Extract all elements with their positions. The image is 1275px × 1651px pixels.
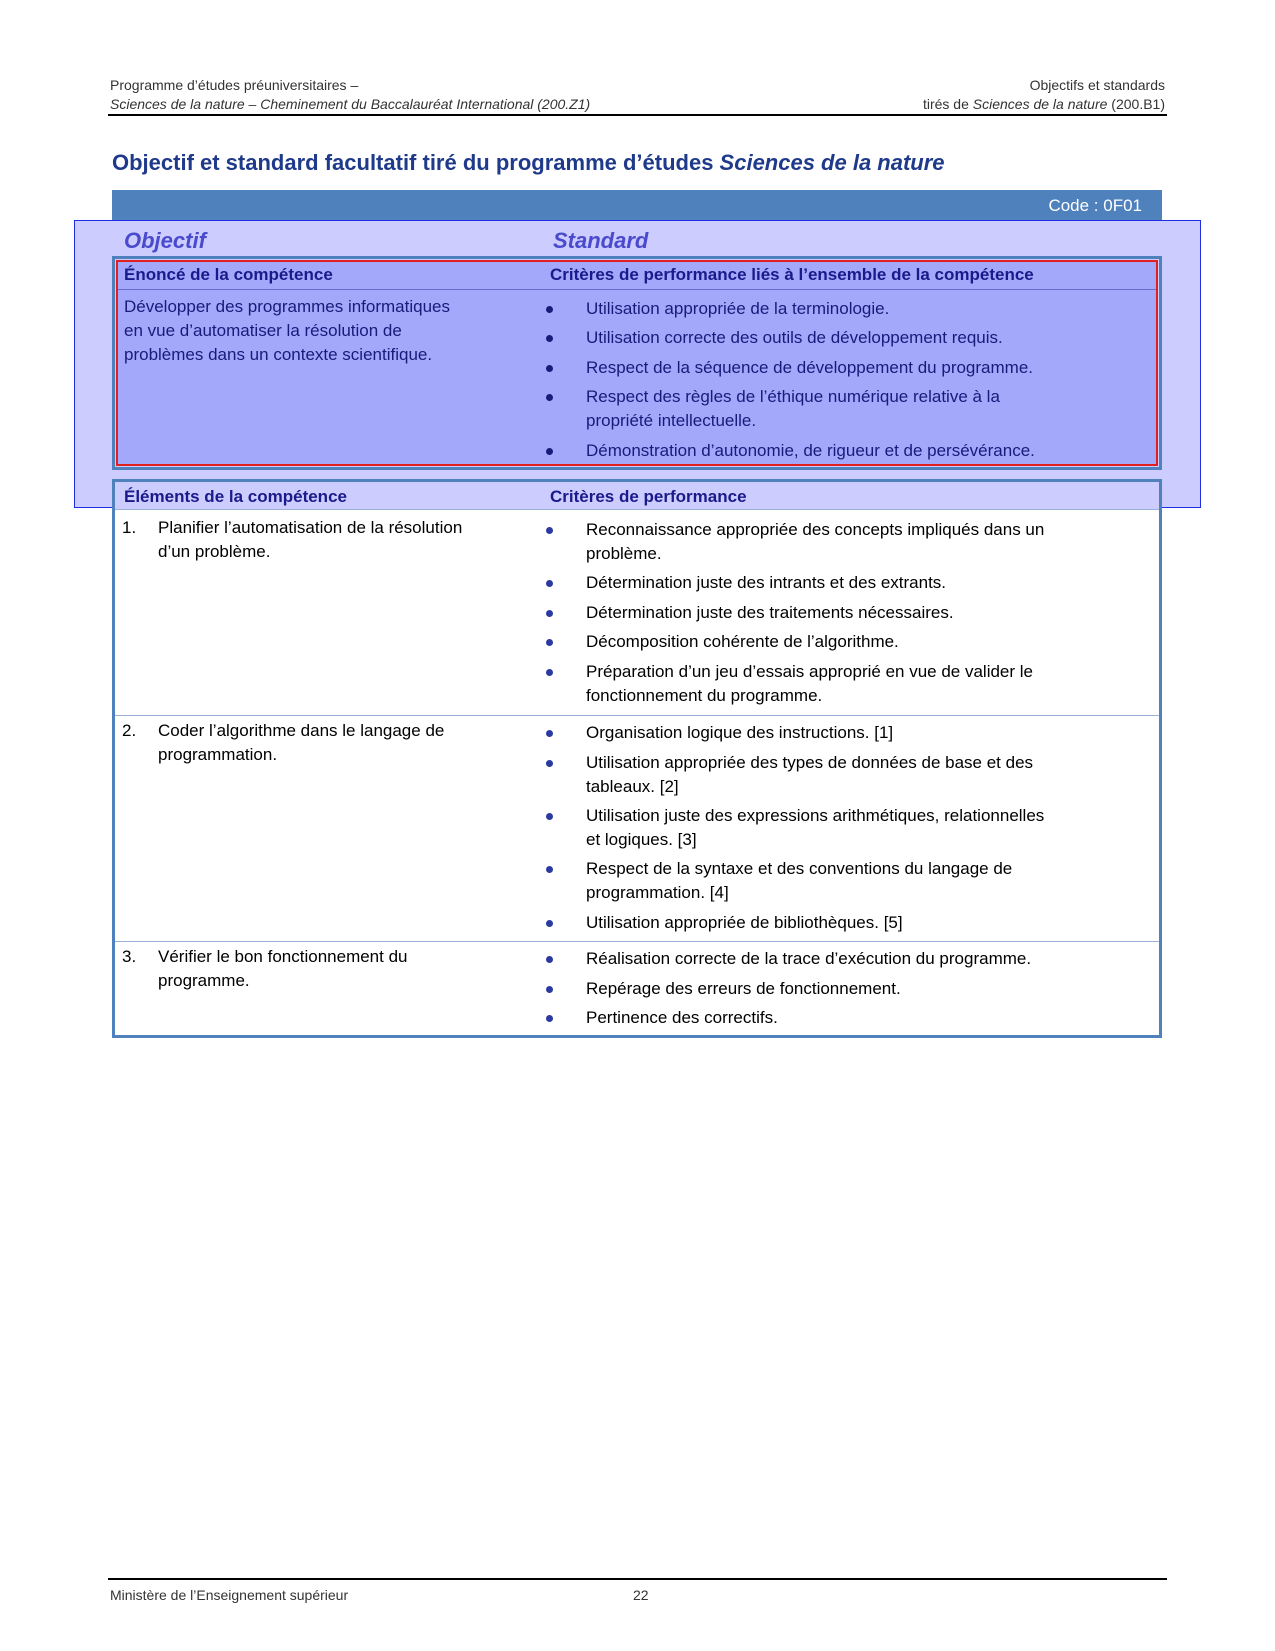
header-program-path: Sciences de la nature – Cheminement du Baccalauréat International (200.Z1) <box>110 96 591 112</box>
objectif-heading: Objectif <box>124 228 206 253</box>
title-italic: Sciences de la nature <box>719 150 945 175</box>
bullet-icon <box>546 920 553 927</box>
criterion-text: tableaux. [2] <box>586 777 679 796</box>
element-text: Coder l’algorithme dans le langage de <box>158 721 445 740</box>
criteria-heading: Critères de performance <box>550 487 747 506</box>
competence-header-divider <box>118 289 1156 290</box>
bullet-icon <box>546 956 553 963</box>
criterion-text: Reconnaissance appropriée des concepts impliqués dans un <box>586 520 1045 539</box>
bullet-icon <box>546 394 553 401</box>
bullet-icon <box>546 730 553 737</box>
element-number: 2. <box>122 721 137 740</box>
standard-heading: Standard <box>553 228 649 253</box>
criterion-text: Repérage des erreurs de fonctionnement. <box>586 979 901 998</box>
criterion-text: Utilisation appropriée de la terminologie. <box>586 299 890 318</box>
competency-code: Code : 0F01 <box>1048 196 1142 215</box>
bullet-icon <box>546 365 553 372</box>
criterion-text: Respect de la séquence de développement du programme. <box>586 358 1034 377</box>
row-divider <box>115 509 1159 510</box>
criterion-text: Pertinence des correctifs. <box>586 1008 778 1027</box>
criterion-text: Respect de la syntaxe et des conventions du langage de <box>586 859 1013 878</box>
statement-heading: Énoncé de la compétence <box>124 265 333 284</box>
bullet-icon <box>546 306 553 313</box>
header-section: Objectifs et standards <box>1029 77 1165 93</box>
page-number: 22 <box>633 1587 649 1603</box>
bullet-icon <box>546 639 553 646</box>
bullet-icon <box>546 527 553 534</box>
criterion-text: Utilisation appropriée des types de données de base et des <box>586 753 1034 772</box>
row-divider <box>115 941 1159 942</box>
element-text: Planifier l’automatisation de la résolution <box>158 518 463 537</box>
element-text: programmation. <box>158 745 278 764</box>
global-criteria-heading: Critères de performance liés à l’ensemble de la compétence <box>550 265 1034 284</box>
bullet-icon <box>546 580 553 587</box>
criterion-text: et logiques. [3] <box>586 830 697 849</box>
bullet-icon <box>546 669 553 676</box>
bullet-icon <box>546 760 553 767</box>
header-source <box>923 96 1165 112</box>
criterion-text: Démonstration d’autonomie, de rigueur et de persévérance. <box>586 441 1035 460</box>
criterion-text: Respect des règles de l’éthique numérique relative à la <box>586 387 1000 406</box>
element-number: 1. <box>122 518 137 537</box>
bullet-icon <box>546 813 553 820</box>
bullet-icon <box>546 448 553 455</box>
criterion-text: propriété intellectuelle. <box>586 411 757 430</box>
bullet-icon <box>546 986 553 993</box>
element-text: Vérifier le bon fonctionnement du <box>158 947 408 966</box>
header-program: Programme d’études préuniversitaires – <box>110 77 359 93</box>
bullet-icon <box>546 610 553 617</box>
header-source-prefix: tirés de <box>922 96 973 112</box>
criterion-text: Réalisation correcte de la trace d’exécution du programme. <box>586 949 1032 968</box>
footer-rule <box>108 1578 1167 1580</box>
code-bar <box>112 190 1162 221</box>
row-divider <box>115 715 1159 716</box>
statement-line: en vue d’automatiser la résolution de <box>124 321 402 340</box>
criterion-text: Utilisation appropriée de bibliothèques. [5] <box>586 913 903 932</box>
criterion-text: Utilisation juste des expressions arithmétiques, relationnelles <box>586 806 1045 825</box>
criterion-text: Décomposition cohérente de l’algorithme. <box>586 632 899 651</box>
bullet-icon <box>546 335 553 342</box>
criterion-text: programmation. [4] <box>586 883 729 902</box>
footer-ministry: Ministère de l’Enseignement supérieur <box>110 1587 349 1603</box>
criterion-text: Utilisation correcte des outils de développement requis. <box>586 328 1003 347</box>
criterion-text: Organisation logique des instructions. [1] <box>586 723 894 742</box>
criterion-text: Détermination juste des traitements nécessaires. <box>586 603 954 622</box>
header-source-italic: Sciences de la nature <box>972 96 1108 112</box>
bullet-icon <box>546 1015 553 1022</box>
bullet-icon <box>546 866 553 873</box>
elements-heading: Éléments de la compétence <box>124 487 347 506</box>
header-rule <box>108 114 1167 116</box>
element-number: 3. <box>122 947 137 966</box>
criterion-text: problème. <box>586 544 662 563</box>
element-text: programme. <box>158 971 250 990</box>
header-source-suffix: (200.B1) <box>1107 96 1165 112</box>
title-main: Objectif et standard facultatif tiré du programme d’études <box>112 150 720 175</box>
criterion-text: fonctionnement du programme. <box>586 686 823 705</box>
statement-line: Développer des programmes informatiques <box>124 297 450 316</box>
page-title <box>112 150 945 176</box>
element-text: d’un problème. <box>158 542 271 561</box>
criterion-text: Préparation d’un jeu d’essais approprié en vue de valider le <box>586 662 1034 681</box>
criterion-text: Détermination juste des intrants et des extrants. <box>586 573 947 592</box>
statement-line: problèmes dans un contexte scientifique. <box>124 345 433 364</box>
